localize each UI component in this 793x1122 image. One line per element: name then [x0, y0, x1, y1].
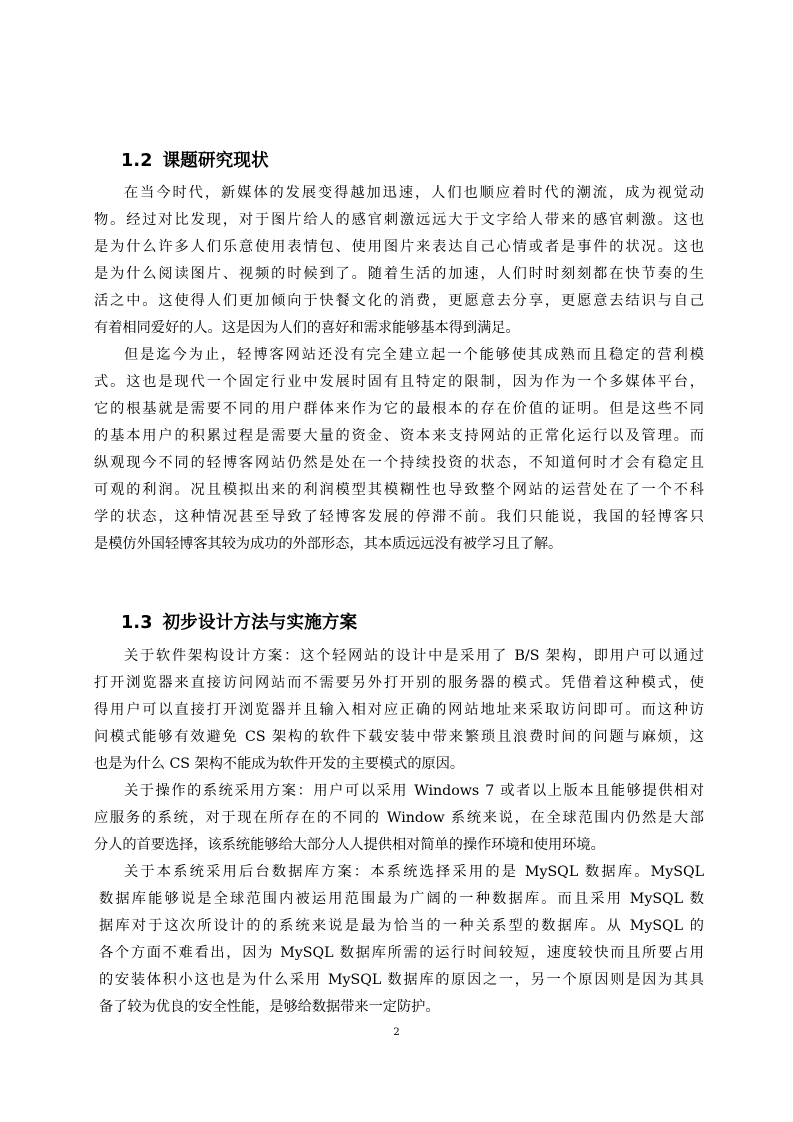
paragraph-line: 是为什么阅读图片、视频的时候到了。随着生活的加速，人们时时刻刻都在快节奏的生: [94, 266, 704, 282]
paragraph-line: 纵观现今不同的轻博客网站仍然是处在一个持续投资的状态，不知道何时才会有稳定且: [94, 455, 704, 471]
paragraph-line: 的基本用户的积累过程是需要大量的资金、资本来支持网站的正常化运行以及管理。而: [94, 428, 704, 444]
section-number: 1.3: [121, 613, 153, 633]
paragraph-line: 应服务的系统，对于现在所存在的不同的 Window 系统来说，在全球范围内仍然是大部: [94, 810, 704, 826]
paragraph-line: 得用户可以直接打开浏览器并且输入相对应正确的网站地址来采取访问即可。而这种访: [94, 702, 704, 718]
paragraph-line: 备了较为优良的安全性能，是够给数据带来一定防护。: [99, 999, 440, 1015]
paragraph-line: 是为什么许多人们乐意使用表情包、使用图片来表达自己心情或者是事件的状况。这也: [94, 239, 704, 255]
section-title: 初步设计方法与实施方案: [162, 613, 358, 633]
paragraph-line: 打开浏览器来直接访问网站而不需要另外打开别的服务器的模式。凭借着这种模式，使: [94, 675, 704, 691]
paragraph-line: 它的根基就是需要不同的用户群体来作为它的最根本的存在价值的证明。但是这些不同: [94, 401, 704, 417]
paragraph-line: 分人的首要选择，该系统能够给大部分人人提供相对简单的操作环境和使用环境。: [94, 837, 605, 853]
paragraph-line: 数据库能够说是全球范围内被运用范围最为广阔的一种数据库。而且采用 MySQL 数: [99, 891, 704, 907]
paragraph-line: 活之中。这使得人们更加倾向于快餐文化的消费，更愿意去分享，更愿意去结识与自己: [94, 293, 704, 309]
paragraph-line: 是模仿外国轻博客其较为成功的外部形态，其本质远远没有被学习且了解。: [94, 536, 563, 552]
paragraph-line: 学的状态，这种情况甚至导致了轻博客发展的停滞不前。我们只能说，我国的轻博客只: [94, 509, 704, 525]
section-number: 1.2: [121, 151, 153, 171]
paragraph-line: 关于操作的系统采用方案：用户可以采用 Windows 7 或者以上版本且能够提供相对: [124, 783, 704, 799]
page-number: 2: [393, 1027, 400, 1038]
paragraph-line: 据库对于这次所设计的的系统来说是最为恰当的一种关系型的数据库。从 MySQL 的: [99, 918, 704, 934]
paragraph-line: 在当今时代，新媒体的发展变得越加迅速，人们也顺应着时代的潮流，成为视觉动: [124, 185, 704, 201]
paragraph-line: 问模式能够有效避免 CS 架构的软件下载安装中带来繁琐且浪费时间的问题与麻烦，这: [94, 729, 704, 745]
paragraph-line: 关于软件架构设计方案：这个轻网站的设计中是采用了 B/S 架构，即用户可以通过: [124, 648, 704, 664]
paragraph-line: 也是为什么 CS 架构不能成为软件开发的主要模式的原因。: [94, 756, 465, 772]
section-heading-1-2: [121, 147, 269, 172]
paragraph-line: 的安装体积小这也是为什么采用 MySQL 数据库的原因之一，另一个原因则是因为其具: [99, 972, 704, 988]
section-heading-1-3: [121, 609, 357, 634]
paragraph-line: 关于本系统采用后台数据库方案：本系统选择采用的是 MySQL 数据库。MySQL: [124, 864, 704, 880]
paragraph-line: 物。经过对比发现，对于图片给人的感官刺激远远大于文字给人带来的感官刺激。这也: [94, 212, 704, 228]
paragraph-line: 但是迄今为止，轻博客网站还没有完全建立起一个能够使其成熟而且稳定的营利模: [124, 347, 704, 363]
section-title: 课题研究现状: [162, 151, 269, 171]
paragraph-line: 各个方面不难看出，因为 MySQL 数据库所需的运行时间较短，速度较快而且所要占用: [99, 945, 704, 961]
paragraph-line: 式。这也是现代一个固定行业中发展时固有且特定的限制，因为作为一个多媒体平台，: [94, 374, 704, 390]
paragraph-line: 有着相同爱好的人。这是因为人们的喜好和需求能够基本得到满足。: [94, 320, 520, 336]
paragraph-line: 可观的利润。况且模拟出来的利润模型其模糊性也导致整个网站的运营处在了一个不科: [94, 482, 704, 498]
